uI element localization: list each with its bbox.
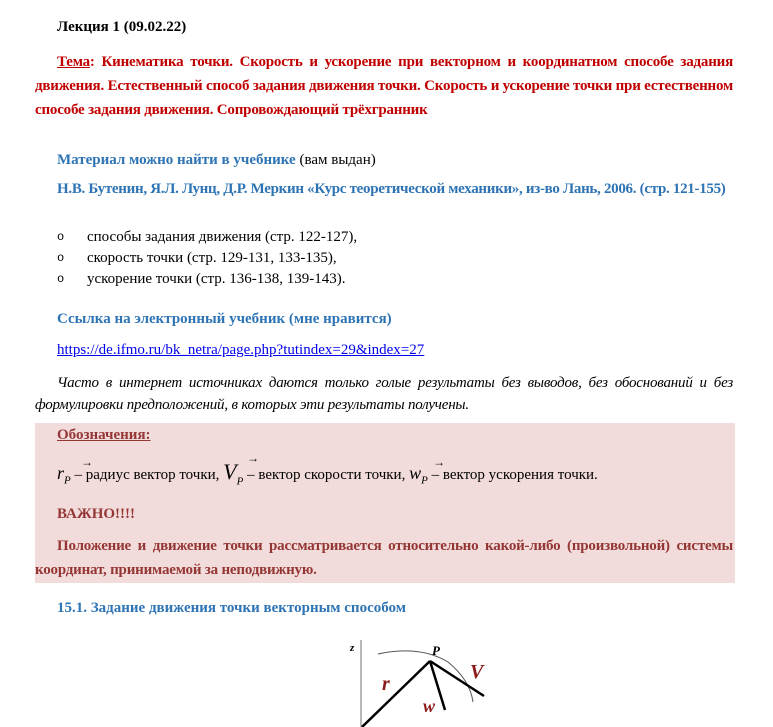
topic-colon: : <box>89 54 95 70</box>
v-description: – вектор скорости точки, <box>243 467 410 483</box>
p-label: P <box>432 643 440 658</box>
important-statement: Положение и движение точки рассматривается относительно какой-либо (произвольной) системы координат, принимаемой за неподвижную. <box>35 538 733 578</box>
v-vector-symbol: → $V_P$ <box>223 451 260 488</box>
book-reference: Н.В. Бутенин, Я.Л. Лунц, Д.Р. Меркин «Курс теоретической механики», из-во Лань, 2006. (стр. 121-155) <box>57 181 726 197</box>
material-label: Материал можно найти в учебнике <box>57 152 296 168</box>
important-label: ВАЖНО!!!! <box>57 506 136 522</box>
r-vector-symbol: → $r_P$ <box>57 455 93 487</box>
lecture-title: Лекция 1 (09.02.22) <box>57 19 187 35</box>
list-item: o скорость точки (стр. 129-131, 133-135), <box>57 248 357 269</box>
material-line <box>35 152 733 169</box>
topic-text: Кинематика точки. Скорость и ускорение при векторном и координатном способе задания движения. Естественный способ задания движения точки. Скорость и ускорение точки при естественном способе задания движения. Сопровождающий трёхгранник <box>35 54 733 118</box>
italic-note: Часто в интернет источниках даются только голые результаты без выводов, без обоснований и без формулировки предположений, в которых эти результаты получены. <box>35 375 733 413</box>
material-note: (вам выдан) <box>295 152 376 168</box>
w-vector-symbol: → $w_P$ <box>409 455 446 487</box>
topic-paragraph <box>35 50 733 122</box>
notation-box <box>35 423 735 583</box>
list-item: o ускорение точки (стр. 136-138, 139-143). <box>57 269 357 290</box>
notation-line <box>35 451 733 488</box>
topic-label: Тема <box>57 54 90 70</box>
v-label: V <box>470 661 484 683</box>
notation-heading: Обозначения: <box>57 427 151 443</box>
w-label: w <box>423 696 436 716</box>
vector-figure <box>320 630 520 727</box>
page-list <box>57 227 357 290</box>
section-heading: 15.1. Задание движения точки векторным способом <box>57 600 406 616</box>
trajectory-curve <box>378 651 473 702</box>
r-vector <box>362 661 430 727</box>
w-description: – вектор ускорения точки. <box>427 467 598 483</box>
r-label: r <box>382 673 390 695</box>
r-description: – радиус вектор точки, <box>70 467 224 483</box>
ebook-link[interactable]: https://de.ifmo.ru/bk_netra/page.php?tutindex=29&index=27 <box>57 342 425 358</box>
list-item: o способы задания движения (стр. 122-127), <box>57 227 357 248</box>
z-label: z <box>350 642 355 654</box>
ebook-heading: Ссылка на электронный учебник (мне нравится) <box>57 311 392 327</box>
